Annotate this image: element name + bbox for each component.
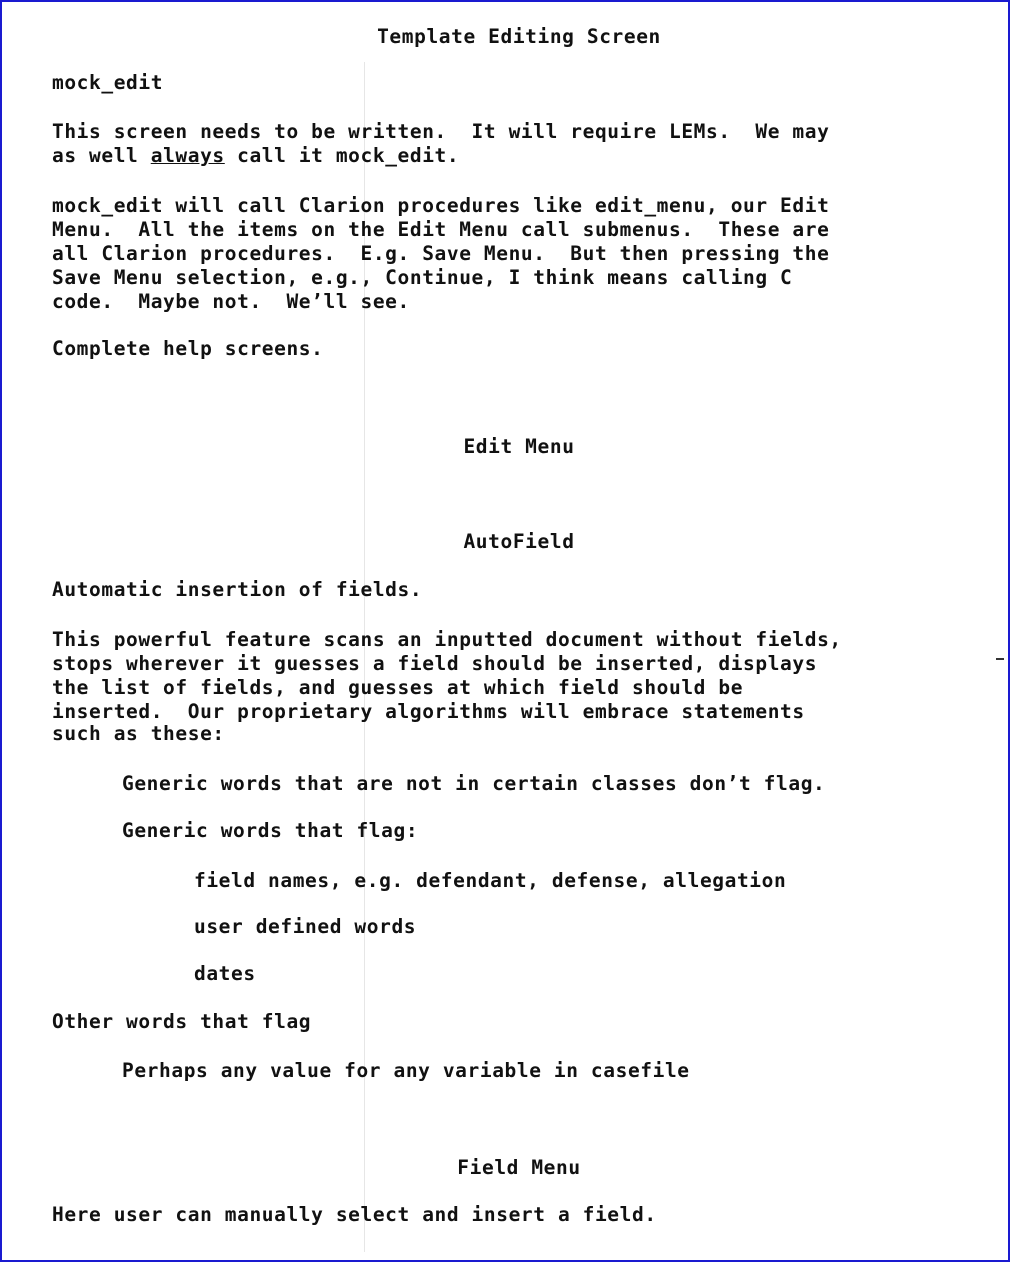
- paragraph-1-line-2: [52, 144, 459, 168]
- paragraph-2-line-5: code. Maybe not. We’ll see.: [52, 290, 410, 313]
- heading-field-menu: Field Menu: [457, 1156, 581, 1179]
- heading-autofield: AutoField: [463, 530, 575, 553]
- autofield-intro: Automatic insertion of fields.: [52, 578, 423, 601]
- paragraph-1-text-a: as well: [52, 144, 151, 167]
- sub-item-user-defined: user defined words: [194, 915, 417, 938]
- sub-item-field-names: field names, e.g. defendant, defense, allegation: [194, 869, 787, 892]
- heading-edit-menu: Edit Menu: [463, 435, 575, 458]
- paragraph-4-line-5: such as these:: [52, 722, 225, 745]
- margin-mark: [996, 658, 1004, 660]
- paragraph-4-line-3: the list of fields, and guesses at which field should be: [52, 676, 744, 699]
- underlined-word: always: [150, 144, 225, 167]
- other-words-heading: Other words that flag: [52, 1010, 312, 1033]
- paragraph-2-line-1: mock_edit will call Clarion procedures like edit_menu, our Edit: [52, 194, 830, 217]
- paragraph-2-line-4: Save Menu selection, e.g., Continue, I think means calling C: [52, 266, 793, 289]
- paragraph-1-text-b: call it mock_edit.: [224, 144, 460, 167]
- sub-item-dates: dates: [194, 962, 256, 985]
- paragraph-4-line-2: stops wherever it guesses a field should be inserted, displays: [52, 652, 818, 675]
- paragraph-2-line-2: Menu. All the items on the Edit Menu call submenus. These are: [52, 218, 830, 241]
- field-menu-text: Here user can manually select and insert a field.: [52, 1203, 657, 1226]
- list-item-generic-no-flag: Generic words that are not in certain classes don’t flag.: [122, 772, 826, 795]
- paragraph-2-line-3: all Clarion procedures. E.g. Save Menu. But then pressing the: [52, 242, 830, 265]
- list-item-generic-flag: Generic words that flag:: [122, 819, 419, 842]
- perhaps-item: Perhaps any value for any variable in casefile: [122, 1059, 690, 1082]
- paragraph-4-line-1: This powerful feature scans an inputted document without fields,: [52, 628, 842, 651]
- paragraph-3: Complete help screens.: [52, 337, 324, 360]
- document-title: Template Editing Screen: [377, 25, 661, 48]
- mock-edit-label: mock_edit: [52, 71, 164, 94]
- paragraph-1-line-1: This screen needs to be written. It will require LEMs. We may: [52, 120, 830, 143]
- paragraph-4-line-4: inserted. Our proprietary algorithms will embrace statements: [52, 700, 805, 723]
